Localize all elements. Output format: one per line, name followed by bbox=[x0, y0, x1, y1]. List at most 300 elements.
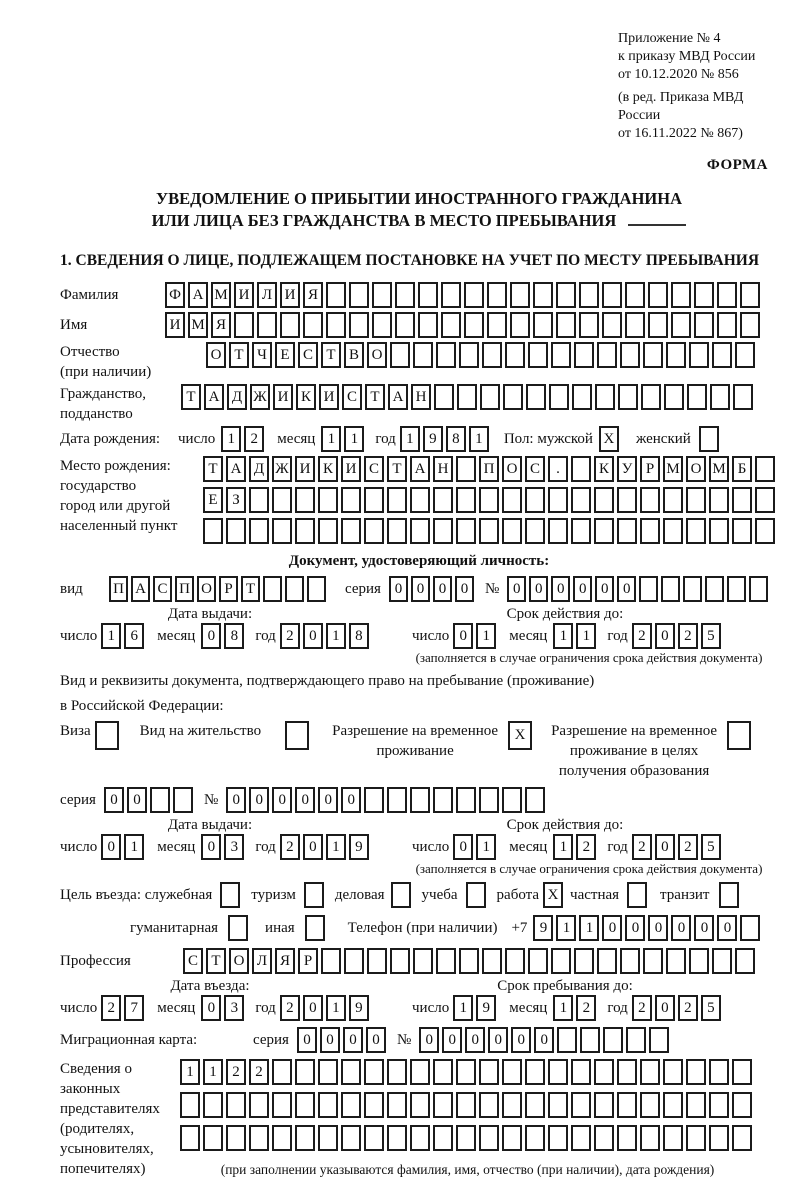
res-valid-year-cells-cell[interactable]: 2 bbox=[632, 834, 652, 860]
representatives-row1-cell[interactable]: 2 bbox=[249, 1059, 269, 1085]
surname-cells-cell[interactable] bbox=[602, 282, 622, 308]
surname-cells-cell[interactable] bbox=[671, 282, 691, 308]
birth-place-row2-cell[interactable] bbox=[525, 487, 545, 513]
citizenship-cells-cell[interactable] bbox=[595, 384, 615, 410]
birth-place-row2-cell[interactable]: Е bbox=[203, 487, 223, 513]
entry-month-cells-cell[interactable]: 3 bbox=[224, 995, 244, 1021]
doc-number-cells-cell[interactable] bbox=[661, 576, 680, 602]
representatives-row3-cell[interactable] bbox=[571, 1125, 591, 1151]
birth-place-row3-cell[interactable] bbox=[433, 518, 453, 544]
birth-place-row3-cell[interactable] bbox=[387, 518, 407, 544]
patronymic-cells-cell[interactable] bbox=[413, 342, 433, 368]
birth-place-row3-cell[interactable] bbox=[548, 518, 568, 544]
phone-cells-cell[interactable]: 0 bbox=[694, 915, 714, 941]
citizenship-cells-cell[interactable] bbox=[710, 384, 730, 410]
given-name-cells-cell[interactable] bbox=[418, 312, 438, 338]
doc-issue-year-cells-cell[interactable]: 0 bbox=[303, 623, 323, 649]
birth-place-row1-cell[interactable] bbox=[456, 456, 476, 482]
profession-cells-cell[interactable]: Л bbox=[252, 948, 272, 974]
surname-cells-cell[interactable] bbox=[717, 282, 737, 308]
representatives-row2-cell[interactable] bbox=[364, 1092, 384, 1118]
birth-place-row1-cell[interactable]: С bbox=[364, 456, 384, 482]
representatives-row1-cell[interactable] bbox=[456, 1059, 476, 1085]
given-name-cells-cell[interactable]: М bbox=[188, 312, 208, 338]
birth-place-row2-cell[interactable] bbox=[456, 487, 476, 513]
birth-place-row1-cell[interactable]: А bbox=[226, 456, 246, 482]
surname-cells-cell[interactable]: М bbox=[211, 282, 231, 308]
birth-place-row1-cell[interactable] bbox=[755, 456, 775, 482]
res-series-cells-cell[interactable]: 0 bbox=[127, 787, 147, 813]
representatives-row2-cell[interactable] bbox=[249, 1092, 269, 1118]
purpose-study-checkbox-cell[interactable] bbox=[466, 882, 486, 908]
stay-year-cells-cell[interactable]: 2 bbox=[632, 995, 652, 1021]
representatives-row2-cell[interactable] bbox=[433, 1092, 453, 1118]
doc-valid-day-cells-cell[interactable]: 0 bbox=[453, 623, 473, 649]
birth-place-row3-cell[interactable] bbox=[686, 518, 706, 544]
surname-cells-cell[interactable] bbox=[510, 282, 530, 308]
representatives-row2-cell[interactable] bbox=[548, 1092, 568, 1118]
birth-place-row2-cell[interactable] bbox=[732, 487, 752, 513]
citizenship-cells-cell[interactable]: И bbox=[273, 384, 293, 410]
profession-cells-cell[interactable] bbox=[436, 948, 456, 974]
surname-cells-cell[interactable] bbox=[418, 282, 438, 308]
citizenship-cells-cell[interactable]: Т bbox=[181, 384, 201, 410]
purpose-other-checkbox-cell[interactable] bbox=[305, 915, 325, 941]
doc-kind-cells-cell[interactable] bbox=[285, 576, 304, 602]
representatives-row3-cell[interactable] bbox=[410, 1125, 430, 1151]
representatives-row2-cell[interactable] bbox=[318, 1092, 338, 1118]
representatives-row3-cell[interactable] bbox=[479, 1125, 499, 1151]
representatives-row1-cell[interactable] bbox=[341, 1059, 361, 1085]
mig-number-cells-cell[interactable]: 0 bbox=[419, 1027, 439, 1053]
representatives-row1-cell[interactable] bbox=[709, 1059, 729, 1085]
surname-cells-cell[interactable] bbox=[326, 282, 346, 308]
birth-place-row3-cell[interactable] bbox=[203, 518, 223, 544]
given-name-cells-cell[interactable] bbox=[395, 312, 415, 338]
birth-place-row2-cell[interactable] bbox=[479, 487, 499, 513]
birth-place-row3-cell[interactable] bbox=[594, 518, 614, 544]
citizenship-cells-cell[interactable]: А bbox=[388, 384, 408, 410]
purpose-business-checkbox-cell[interactable] bbox=[391, 882, 411, 908]
birth-place-row1-cell[interactable]: О bbox=[686, 456, 706, 482]
surname-cells-cell[interactable]: Л bbox=[257, 282, 277, 308]
res-issue-day-cells-cell[interactable]: 0 bbox=[101, 834, 121, 860]
representatives-row2-cell[interactable] bbox=[709, 1092, 729, 1118]
birth-year-cells-cell[interactable]: 1 bbox=[400, 426, 420, 452]
mig-number-cells-cell[interactable]: 0 bbox=[465, 1027, 485, 1053]
surname-cells-cell[interactable] bbox=[740, 282, 760, 308]
birth-place-row2-cell[interactable] bbox=[755, 487, 775, 513]
patronymic-cells-cell[interactable] bbox=[666, 342, 686, 368]
birth-day-cells-cell[interactable]: 1 bbox=[221, 426, 241, 452]
representatives-row3-cell[interactable] bbox=[732, 1125, 752, 1151]
doc-number-cells-cell[interactable]: 0 bbox=[595, 576, 614, 602]
representatives-row1-cell[interactable] bbox=[318, 1059, 338, 1085]
res-number-cells-cell[interactable] bbox=[502, 787, 522, 813]
surname-cells-cell[interactable]: А bbox=[188, 282, 208, 308]
given-name-cells-cell[interactable] bbox=[533, 312, 553, 338]
res-number-cells-cell[interactable]: 0 bbox=[272, 787, 292, 813]
representatives-row1-cell[interactable] bbox=[663, 1059, 683, 1085]
citizenship-cells-cell[interactable]: С bbox=[342, 384, 362, 410]
res-number-cells-cell[interactable]: 0 bbox=[318, 787, 338, 813]
birth-place-row2-cell[interactable] bbox=[318, 487, 338, 513]
birth-month-cells-cell[interactable]: 1 bbox=[321, 426, 341, 452]
mig-number-cells-cell[interactable] bbox=[649, 1027, 669, 1053]
given-name-cells-cell[interactable] bbox=[257, 312, 277, 338]
birth-place-row2-cell[interactable] bbox=[272, 487, 292, 513]
citizenship-cells-cell[interactable] bbox=[549, 384, 569, 410]
doc-kind-cells-cell[interactable]: А bbox=[131, 576, 150, 602]
surname-cells-cell[interactable] bbox=[579, 282, 599, 308]
res-number-cells-cell[interactable] bbox=[387, 787, 407, 813]
representatives-row1-cell[interactable] bbox=[548, 1059, 568, 1085]
profession-cells-cell[interactable] bbox=[459, 948, 479, 974]
representatives-row1-cell[interactable] bbox=[272, 1059, 292, 1085]
birth-place-row3-cell[interactable] bbox=[755, 518, 775, 544]
birth-place-row3-cell[interactable] bbox=[318, 518, 338, 544]
mig-series-cells-cell[interactable]: 0 bbox=[366, 1027, 386, 1053]
birth-place-row1-cell[interactable]: К bbox=[594, 456, 614, 482]
profession-cells-cell[interactable] bbox=[597, 948, 617, 974]
doc-series-cells-cell[interactable]: 0 bbox=[411, 576, 430, 602]
doc-number-cells-cell[interactable]: 0 bbox=[507, 576, 526, 602]
temp-residence-edu-checkbox-cell[interactable] bbox=[727, 721, 751, 750]
profession-cells-cell[interactable] bbox=[666, 948, 686, 974]
representatives-row1-cell[interactable] bbox=[364, 1059, 384, 1085]
purpose-official-checkbox-cell[interactable] bbox=[220, 882, 240, 908]
stay-year-cells-cell[interactable]: 5 bbox=[701, 995, 721, 1021]
birth-place-row2-cell[interactable] bbox=[663, 487, 683, 513]
surname-cells-cell[interactable] bbox=[441, 282, 461, 308]
representatives-row3-cell[interactable] bbox=[272, 1125, 292, 1151]
doc-number-cells-cell[interactable] bbox=[727, 576, 746, 602]
representatives-row3-cell[interactable] bbox=[617, 1125, 637, 1151]
birth-place-row3-cell[interactable] bbox=[226, 518, 246, 544]
profession-cells-cell[interactable] bbox=[620, 948, 640, 974]
given-name-cells-cell[interactable] bbox=[234, 312, 254, 338]
birth-place-row3-cell[interactable] bbox=[364, 518, 384, 544]
representatives-row3-cell[interactable] bbox=[525, 1125, 545, 1151]
res-valid-day-cells-cell[interactable]: 0 bbox=[453, 834, 473, 860]
birth-place-row2-cell[interactable] bbox=[548, 487, 568, 513]
representatives-row2-cell[interactable] bbox=[410, 1092, 430, 1118]
profession-cells-cell[interactable] bbox=[390, 948, 410, 974]
given-name-cells-cell[interactable] bbox=[303, 312, 323, 338]
doc-kind-cells-cell[interactable]: Р bbox=[219, 576, 238, 602]
birth-place-row3-cell[interactable] bbox=[341, 518, 361, 544]
given-name-cells-cell[interactable] bbox=[717, 312, 737, 338]
doc-series-cells-cell[interactable]: 0 bbox=[455, 576, 474, 602]
profession-cells-cell[interactable] bbox=[482, 948, 502, 974]
birth-place-row1-cell[interactable]: Ж bbox=[272, 456, 292, 482]
given-name-cells-cell[interactable] bbox=[602, 312, 622, 338]
doc-valid-year-cells-cell[interactable]: 0 bbox=[655, 623, 675, 649]
res-valid-day-cells-cell[interactable]: 1 bbox=[476, 834, 496, 860]
phone-cells-cell[interactable]: 0 bbox=[602, 915, 622, 941]
phone-cells-cell[interactable]: 0 bbox=[717, 915, 737, 941]
representatives-row3-cell[interactable] bbox=[456, 1125, 476, 1151]
stay-day-cells-cell[interactable]: 9 bbox=[476, 995, 496, 1021]
surname-cells-cell[interactable] bbox=[464, 282, 484, 308]
birth-place-row1-cell[interactable]: И bbox=[341, 456, 361, 482]
birth-place-row1-cell[interactable]: Д bbox=[249, 456, 269, 482]
res-series-cells-cell[interactable] bbox=[150, 787, 170, 813]
birth-place-row2-cell[interactable] bbox=[387, 487, 407, 513]
given-name-cells-cell[interactable] bbox=[280, 312, 300, 338]
given-name-cells-cell[interactable] bbox=[326, 312, 346, 338]
representatives-row1-cell[interactable]: 1 bbox=[203, 1059, 223, 1085]
mig-number-cells-cell[interactable]: 0 bbox=[534, 1027, 554, 1053]
residence-permit-checkbox-cell[interactable] bbox=[285, 721, 309, 750]
profession-cells-cell[interactable] bbox=[712, 948, 732, 974]
birth-place-row3-cell[interactable] bbox=[479, 518, 499, 544]
birth-place-row3-cell[interactable] bbox=[295, 518, 315, 544]
patronymic-cells-cell[interactable] bbox=[735, 342, 755, 368]
mig-number-cells-cell[interactable] bbox=[626, 1027, 646, 1053]
res-series-cells-cell[interactable] bbox=[173, 787, 193, 813]
representatives-row1-cell[interactable]: 1 bbox=[180, 1059, 200, 1085]
patronymic-cells-cell[interactable] bbox=[528, 342, 548, 368]
profession-cells-cell[interactable] bbox=[528, 948, 548, 974]
doc-kind-cells-cell[interactable]: П bbox=[175, 576, 194, 602]
birth-place-row2-cell[interactable] bbox=[410, 487, 430, 513]
representatives-row3-cell[interactable] bbox=[640, 1125, 660, 1151]
doc-valid-year-cells-cell[interactable]: 2 bbox=[632, 623, 652, 649]
profession-cells-cell[interactable]: С bbox=[183, 948, 203, 974]
patronymic-cells-cell[interactable]: В bbox=[344, 342, 364, 368]
doc-kind-cells-cell[interactable]: С bbox=[153, 576, 172, 602]
representatives-row1-cell[interactable] bbox=[433, 1059, 453, 1085]
doc-issue-month-cells-cell[interactable]: 8 bbox=[224, 623, 244, 649]
patronymic-cells-cell[interactable]: О bbox=[206, 342, 226, 368]
mig-series-cells-cell[interactable]: 0 bbox=[297, 1027, 317, 1053]
profession-cells-cell[interactable]: Я bbox=[275, 948, 295, 974]
doc-valid-year-cells-cell[interactable]: 5 bbox=[701, 623, 721, 649]
representatives-row3-cell[interactable] bbox=[663, 1125, 683, 1151]
stay-year-cells-cell[interactable]: 0 bbox=[655, 995, 675, 1021]
given-name-cells-cell[interactable] bbox=[694, 312, 714, 338]
doc-issue-month-cells-cell[interactable]: 0 bbox=[201, 623, 221, 649]
birth-place-row3-cell[interactable] bbox=[732, 518, 752, 544]
representatives-row2-cell[interactable] bbox=[571, 1092, 591, 1118]
surname-cells-cell[interactable] bbox=[372, 282, 392, 308]
citizenship-cells-cell[interactable]: Ж bbox=[250, 384, 270, 410]
representatives-row1-cell[interactable] bbox=[525, 1059, 545, 1085]
representatives-row2-cell[interactable] bbox=[640, 1092, 660, 1118]
entry-day-cells-cell[interactable]: 2 bbox=[101, 995, 121, 1021]
mig-number-cells-cell[interactable]: 0 bbox=[488, 1027, 508, 1053]
representatives-row3-cell[interactable] bbox=[341, 1125, 361, 1151]
surname-cells-cell[interactable] bbox=[349, 282, 369, 308]
patronymic-cells-cell[interactable]: Т bbox=[229, 342, 249, 368]
representatives-row3-cell[interactable] bbox=[433, 1125, 453, 1151]
res-issue-year-cells-cell[interactable]: 1 bbox=[326, 834, 346, 860]
birth-place-row1-cell[interactable]: . bbox=[548, 456, 568, 482]
profession-cells-cell[interactable] bbox=[551, 948, 571, 974]
surname-cells-cell[interactable] bbox=[395, 282, 415, 308]
mig-number-cells-cell[interactable] bbox=[557, 1027, 577, 1053]
patronymic-cells-cell[interactable] bbox=[482, 342, 502, 368]
res-number-cells-cell[interactable]: 0 bbox=[249, 787, 269, 813]
citizenship-cells-cell[interactable] bbox=[572, 384, 592, 410]
birth-place-row3-cell[interactable] bbox=[709, 518, 729, 544]
given-name-cells-cell[interactable] bbox=[671, 312, 691, 338]
representatives-row3-cell[interactable] bbox=[548, 1125, 568, 1151]
res-valid-year-cells-cell[interactable]: 2 bbox=[678, 834, 698, 860]
given-name-cells-cell[interactable] bbox=[510, 312, 530, 338]
res-issue-month-cells-cell[interactable]: 0 bbox=[201, 834, 221, 860]
phone-cells-cell[interactable]: 0 bbox=[671, 915, 691, 941]
representatives-row2-cell[interactable] bbox=[663, 1092, 683, 1118]
sex-male-checkbox-cell[interactable]: X bbox=[599, 426, 619, 452]
surname-cells-cell[interactable] bbox=[648, 282, 668, 308]
representatives-row3-cell[interactable] bbox=[364, 1125, 384, 1151]
representatives-row1-cell[interactable] bbox=[732, 1059, 752, 1085]
doc-number-cells-cell[interactable] bbox=[705, 576, 724, 602]
doc-number-cells-cell[interactable]: 0 bbox=[529, 576, 548, 602]
doc-number-cells-cell[interactable] bbox=[683, 576, 702, 602]
surname-cells-cell[interactable] bbox=[556, 282, 576, 308]
purpose-tourism-checkbox-cell[interactable] bbox=[304, 882, 324, 908]
mig-series-cells-cell[interactable]: 0 bbox=[320, 1027, 340, 1053]
patronymic-cells-cell[interactable] bbox=[643, 342, 663, 368]
patronymic-cells-cell[interactable] bbox=[505, 342, 525, 368]
birth-place-row3-cell[interactable] bbox=[249, 518, 269, 544]
phone-cells-cell[interactable]: 0 bbox=[625, 915, 645, 941]
res-issue-year-cells-cell[interactable]: 0 bbox=[303, 834, 323, 860]
representatives-row3-cell[interactable] bbox=[180, 1125, 200, 1151]
profession-cells-cell[interactable] bbox=[735, 948, 755, 974]
birth-year-cells-cell[interactable]: 8 bbox=[446, 426, 466, 452]
doc-number-cells-cell[interactable]: 0 bbox=[573, 576, 592, 602]
birth-place-row3-cell[interactable] bbox=[272, 518, 292, 544]
citizenship-cells-cell[interactable] bbox=[641, 384, 661, 410]
doc-kind-cells-cell[interactable]: Т bbox=[241, 576, 260, 602]
representatives-row2-cell[interactable] bbox=[272, 1092, 292, 1118]
mig-number-cells-cell[interactable]: 0 bbox=[511, 1027, 531, 1053]
birth-place-row1-cell[interactable]: А bbox=[410, 456, 430, 482]
representatives-row2-cell[interactable] bbox=[525, 1092, 545, 1118]
entry-month-cells-cell[interactable]: 0 bbox=[201, 995, 221, 1021]
representatives-row2-cell[interactable] bbox=[594, 1092, 614, 1118]
birth-place-row2-cell[interactable] bbox=[617, 487, 637, 513]
given-name-cells-cell[interactable] bbox=[441, 312, 461, 338]
doc-kind-cells-cell[interactable] bbox=[307, 576, 326, 602]
representatives-row3-cell[interactable] bbox=[709, 1125, 729, 1151]
representatives-row1-cell[interactable] bbox=[640, 1059, 660, 1085]
citizenship-cells-cell[interactable] bbox=[618, 384, 638, 410]
citizenship-cells-cell[interactable] bbox=[434, 384, 454, 410]
res-valid-month-cells-cell[interactable]: 2 bbox=[576, 834, 596, 860]
birth-place-row1-cell[interactable]: У bbox=[617, 456, 637, 482]
patronymic-cells-cell[interactable]: Т bbox=[321, 342, 341, 368]
citizenship-cells-cell[interactable]: И bbox=[319, 384, 339, 410]
patronymic-cells-cell[interactable] bbox=[620, 342, 640, 368]
representatives-row3-cell[interactable] bbox=[594, 1125, 614, 1151]
res-number-cells-cell[interactable]: 0 bbox=[295, 787, 315, 813]
citizenship-cells-cell[interactable] bbox=[480, 384, 500, 410]
entry-year-cells-cell[interactable]: 2 bbox=[280, 995, 300, 1021]
representatives-row3-cell[interactable] bbox=[686, 1125, 706, 1151]
representatives-row2-cell[interactable] bbox=[295, 1092, 315, 1118]
representatives-row2-cell[interactable] bbox=[502, 1092, 522, 1118]
representatives-row2-cell[interactable] bbox=[456, 1092, 476, 1118]
doc-series-cells-cell[interactable]: 0 bbox=[433, 576, 452, 602]
visa-checkbox-cell[interactable] bbox=[95, 721, 119, 750]
citizenship-cells-cell[interactable]: Н bbox=[411, 384, 431, 410]
birth-place-row2-cell[interactable] bbox=[640, 487, 660, 513]
doc-valid-year-cells-cell[interactable]: 2 bbox=[678, 623, 698, 649]
doc-issue-year-cells-cell[interactable]: 2 bbox=[280, 623, 300, 649]
patronymic-cells-cell[interactable] bbox=[551, 342, 571, 368]
representatives-row3-cell[interactable] bbox=[295, 1125, 315, 1151]
purpose-humanitarian-checkbox-cell[interactable] bbox=[228, 915, 248, 941]
given-name-cells-cell[interactable]: Я bbox=[211, 312, 231, 338]
stay-year-cells-cell[interactable]: 2 bbox=[678, 995, 698, 1021]
res-issue-year-cells-cell[interactable]: 9 bbox=[349, 834, 369, 860]
birth-place-row1-cell[interactable]: М bbox=[663, 456, 683, 482]
profession-cells-cell[interactable] bbox=[574, 948, 594, 974]
doc-number-cells-cell[interactable]: 0 bbox=[551, 576, 570, 602]
res-valid-year-cells-cell[interactable]: 0 bbox=[655, 834, 675, 860]
res-issue-month-cells-cell[interactable]: 3 bbox=[224, 834, 244, 860]
surname-cells-cell[interactable] bbox=[625, 282, 645, 308]
representatives-row3-cell[interactable] bbox=[226, 1125, 246, 1151]
representatives-row2-cell[interactable] bbox=[341, 1092, 361, 1118]
surname-cells-cell[interactable] bbox=[533, 282, 553, 308]
patronymic-cells-cell[interactable] bbox=[597, 342, 617, 368]
birth-place-row2-cell[interactable] bbox=[364, 487, 384, 513]
representatives-row2-cell[interactable] bbox=[617, 1092, 637, 1118]
birth-place-row1-cell[interactable]: К bbox=[318, 456, 338, 482]
birth-place-row2-cell[interactable] bbox=[594, 487, 614, 513]
profession-cells-cell[interactable]: Р bbox=[298, 948, 318, 974]
profession-cells-cell[interactable] bbox=[689, 948, 709, 974]
representatives-row1-cell[interactable] bbox=[387, 1059, 407, 1085]
profession-cells-cell[interactable] bbox=[413, 948, 433, 974]
phone-cells-cell[interactable]: 1 bbox=[579, 915, 599, 941]
phone-cells-cell[interactable]: 1 bbox=[556, 915, 576, 941]
representatives-row3-cell[interactable] bbox=[249, 1125, 269, 1151]
birth-month-cells-cell[interactable]: 1 bbox=[344, 426, 364, 452]
representatives-row2-cell[interactable] bbox=[226, 1092, 246, 1118]
representatives-row1-cell[interactable] bbox=[295, 1059, 315, 1085]
res-valid-year-cells-cell[interactable]: 5 bbox=[701, 834, 721, 860]
citizenship-cells-cell[interactable]: К bbox=[296, 384, 316, 410]
birth-place-row3-cell[interactable] bbox=[410, 518, 430, 544]
temp-residence-checkbox-cell[interactable]: X bbox=[508, 721, 532, 750]
representatives-row1-cell[interactable] bbox=[502, 1059, 522, 1085]
doc-kind-cells-cell[interactable]: П bbox=[109, 576, 128, 602]
surname-cells-cell[interactable] bbox=[487, 282, 507, 308]
representatives-row1-cell[interactable] bbox=[594, 1059, 614, 1085]
surname-cells-cell[interactable] bbox=[694, 282, 714, 308]
surname-cells-cell[interactable]: Я bbox=[303, 282, 323, 308]
mig-number-cells-cell[interactable] bbox=[603, 1027, 623, 1053]
res-number-cells-cell[interactable] bbox=[456, 787, 476, 813]
birth-place-row2-cell[interactable] bbox=[295, 487, 315, 513]
profession-cells-cell[interactable] bbox=[367, 948, 387, 974]
given-name-cells-cell[interactable] bbox=[648, 312, 668, 338]
birth-place-row1-cell[interactable]: И bbox=[295, 456, 315, 482]
patronymic-cells-cell[interactable] bbox=[390, 342, 410, 368]
patronymic-cells-cell[interactable]: О bbox=[367, 342, 387, 368]
patronymic-cells-cell[interactable] bbox=[574, 342, 594, 368]
given-name-cells-cell[interactable] bbox=[579, 312, 599, 338]
res-series-cells-cell[interactable]: 0 bbox=[104, 787, 124, 813]
citizenship-cells-cell[interactable] bbox=[457, 384, 477, 410]
